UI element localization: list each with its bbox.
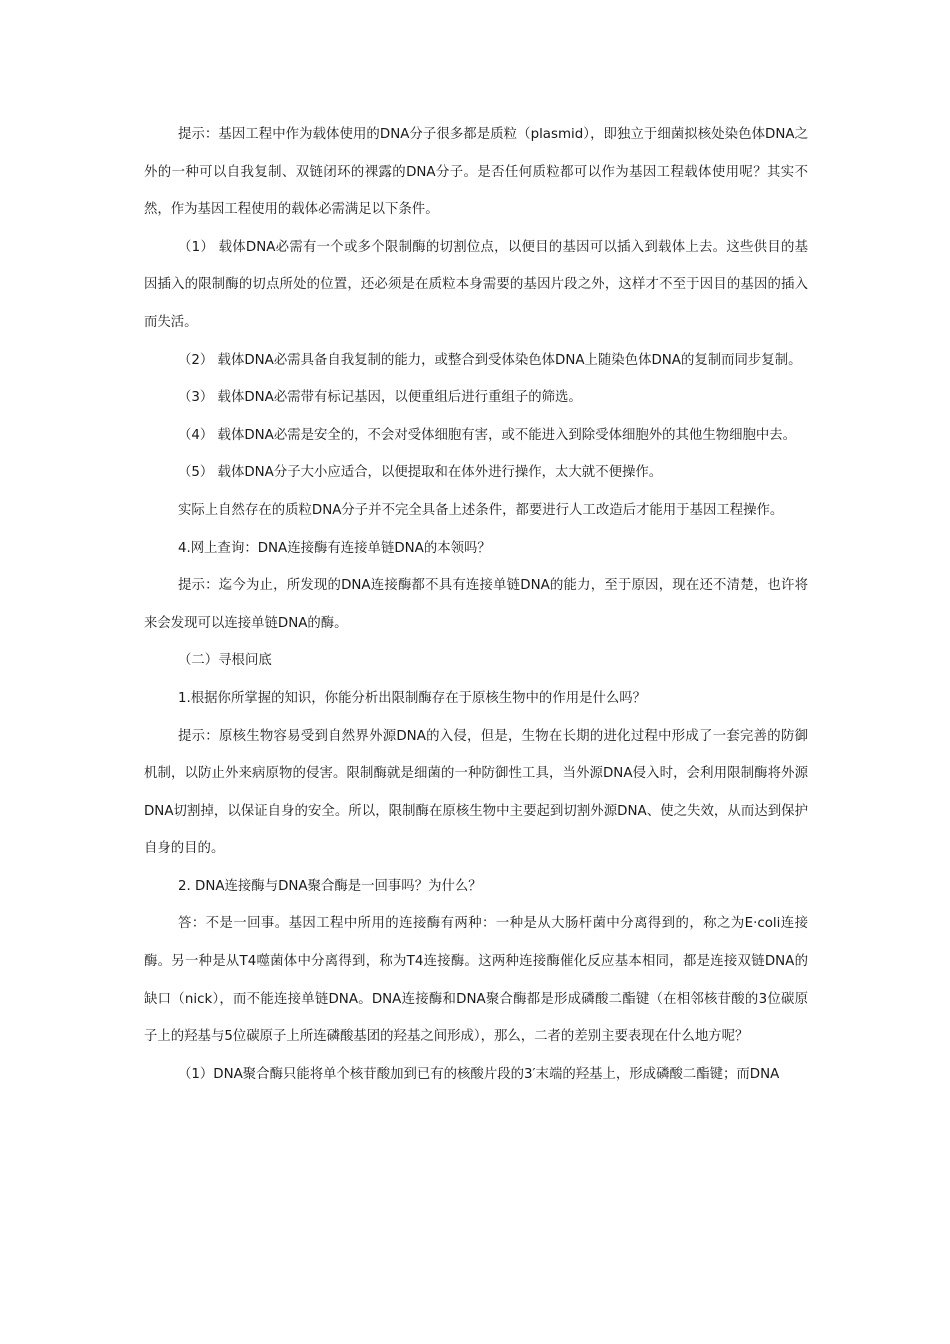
question-1-heading: 1.根据你所掌握的知识，你能分析出限制酶存在于原核生物中的作用是什么吗？ bbox=[178, 690, 647, 706]
section-heading-2: （二）寻根问底 bbox=[178, 653, 272, 669]
paragraph-difference-1: （1）DNA聚合酶只能将单个核苷酸加到已有的核酸片段的3′末端的羟基上，形成磷酸二酯键；而DNA bbox=[178, 1066, 780, 1082]
paragraph-hint-restriction: 提示：原核生物容易受到自然界外源DNA的入侵，但是，生物在长期的进化过程中形成了一套完善的防御机制，以防止外来病原物的侵害。限制酶就是细菌的一种防御性工具，当外源DNA侵入时，会利用限制酶将外源DNA切割掉，以保证自身的安全。所以，限制酶在原核生物中主要起到切割外源DNA、使之失效，从而达到保护自身的目的。 bbox=[144, 728, 808, 857]
paragraph-natural-plasmid: 实际上自然存在的质粒DNA分子并不完全具备上述条件，都要进行人工改造后才能用于基因工程操作。 bbox=[178, 502, 784, 518]
paragraph-condition-4: （4） 载体DNA必需是安全的，不会对受体细胞有害，或不能进入到除受体细胞外的其他生物细胞中去。 bbox=[178, 427, 797, 443]
paragraph-condition-3: （3） 载体DNA必需带有标记基因，以便重组后进行重组子的筛选。 bbox=[178, 390, 582, 406]
question-4-heading: 4.网上查询：DNA连接酶有连接单链DNA的本领吗？ bbox=[178, 540, 491, 556]
paragraph-hint-ligase: 提示：迄今为止，所发现的DNA连接酶都不具有连接单链DNA的能力，至于原因，现在还不清楚，也许将来会发现可以连接单链DNA的酶。 bbox=[144, 578, 808, 631]
document-body bbox=[144, 116, 808, 1093]
paragraph-answer-ligase: 答：不是一回事。基因工程中所用的连接酶有两种：一种是从大肠杆菌中分离得到的，称之为E·coli连接酶。另一种是从T4噬菌体中分离得到，称为T4连接酶。这两种连接酶催化反应基本相同，都是连接双链DNA的缺口（nick），而不能连接单链DNA。DNA连接酶和DNA聚合酶都是形成磷酸二酯键（在相邻核苷酸的3位碳原子上的羟基与5位碳原子上所连磷酸基团的羟基之间形成），那么，二者的差别主要表现在什么地方呢？ bbox=[144, 916, 808, 1045]
paragraph-condition-1: （1） 载体DNA必需有一个或多个限制酶的切割位点，以便目的基因可以插入到载体上去。这些供目的基因插入的限制酶的切点所处的位置，还必须是在质粒本身需要的基因片段之外，这样才不至于因目的基因的插入而失活。 bbox=[144, 239, 808, 330]
paragraph-condition-5: （5） 载体DNA分子大小应适合，以便提取和在体外进行操作，太大就不便操作。 bbox=[178, 465, 663, 481]
paragraph-hint-plasmid: 提示：基因工程中作为载体使用的DNA分子很多都是质粒（plasmid），即独立于细菌拟核处染色体DNA之外的一种可以自我复制、双链闭环的裸露的DNA分子。是否任何质粒都可以作为基因工程载体使用呢？其实不然，作为基因工程使用的载体必需满足以下条件。 bbox=[144, 127, 808, 218]
paragraph-condition-2: （2） 载体DNA必需具备自我复制的能力，或整合到受体染色体DNA上随染色体DNA的复制而同步复制。 bbox=[178, 352, 802, 368]
question-2-heading: 2. DNA连接酶与DNA聚合酶是一回事吗？为什么？ bbox=[178, 878, 482, 894]
